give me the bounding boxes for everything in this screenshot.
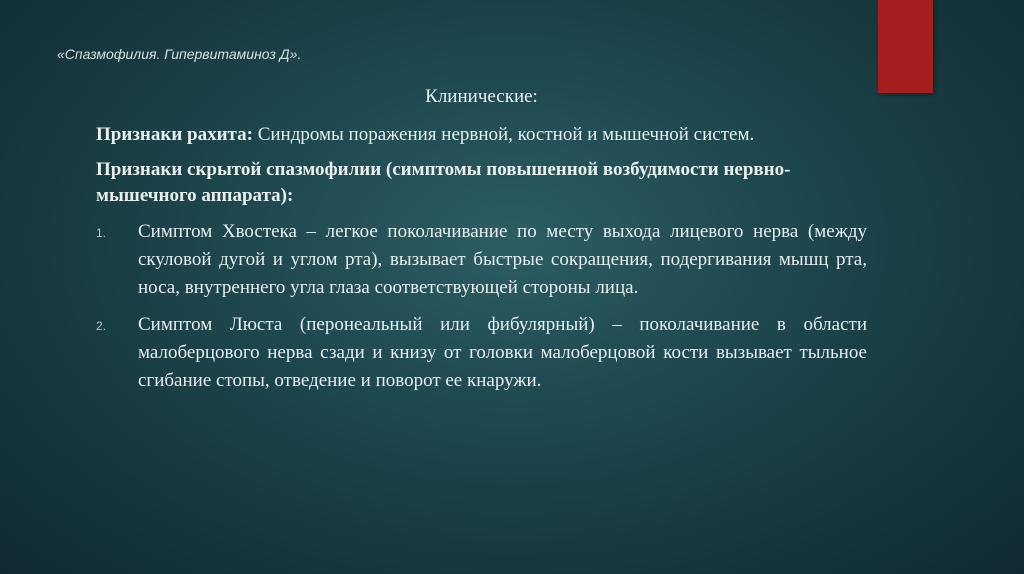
latent-spasmophilia-heading <box>96 157 867 209</box>
rickets-signs-paragraph <box>96 122 867 148</box>
symptom-list <box>96 218 867 395</box>
list-item <box>96 311 867 395</box>
rickets-signs-label: Признаки рахита: <box>96 124 253 145</box>
list-item-text: Симптом Хвостека – легкое поколачивание по месту выхода лицевого нерва (между скуловой дугой и углом рта), вызывает быстрые сокращения, подергивания мышц рта, носа, внутреннего угла глаза соответствующей стороны лица. <box>138 221 867 298</box>
list-item <box>96 218 867 302</box>
list-item-number: 2. <box>96 319 107 333</box>
slide-header-title: «Спазмофилия. Гипервитаминоз Д». <box>57 46 302 62</box>
list-item-number: 1. <box>96 226 107 240</box>
slide-content <box>96 84 867 404</box>
latent-spasmophilia-heading-text: Признаки скрытой спазмофилии (симптомы повышенной возбудимости нервно-мышечного аппарата): <box>96 159 791 206</box>
section-subtitle: Клинические: <box>425 86 538 107</box>
rickets-signs-text: Синдромы поражения нервной, костной и мышечной систем. <box>252 124 755 145</box>
red-accent-bar <box>878 0 933 93</box>
list-item-text: Симптом Люста (перонеальный или фибулярный) – поколачивание в области малоберцового нерва сзади и книзу от головки малоберцовой кости вызывает тыльное сгибание стопы, отведение и поворот ее кнаружи. <box>138 314 867 391</box>
